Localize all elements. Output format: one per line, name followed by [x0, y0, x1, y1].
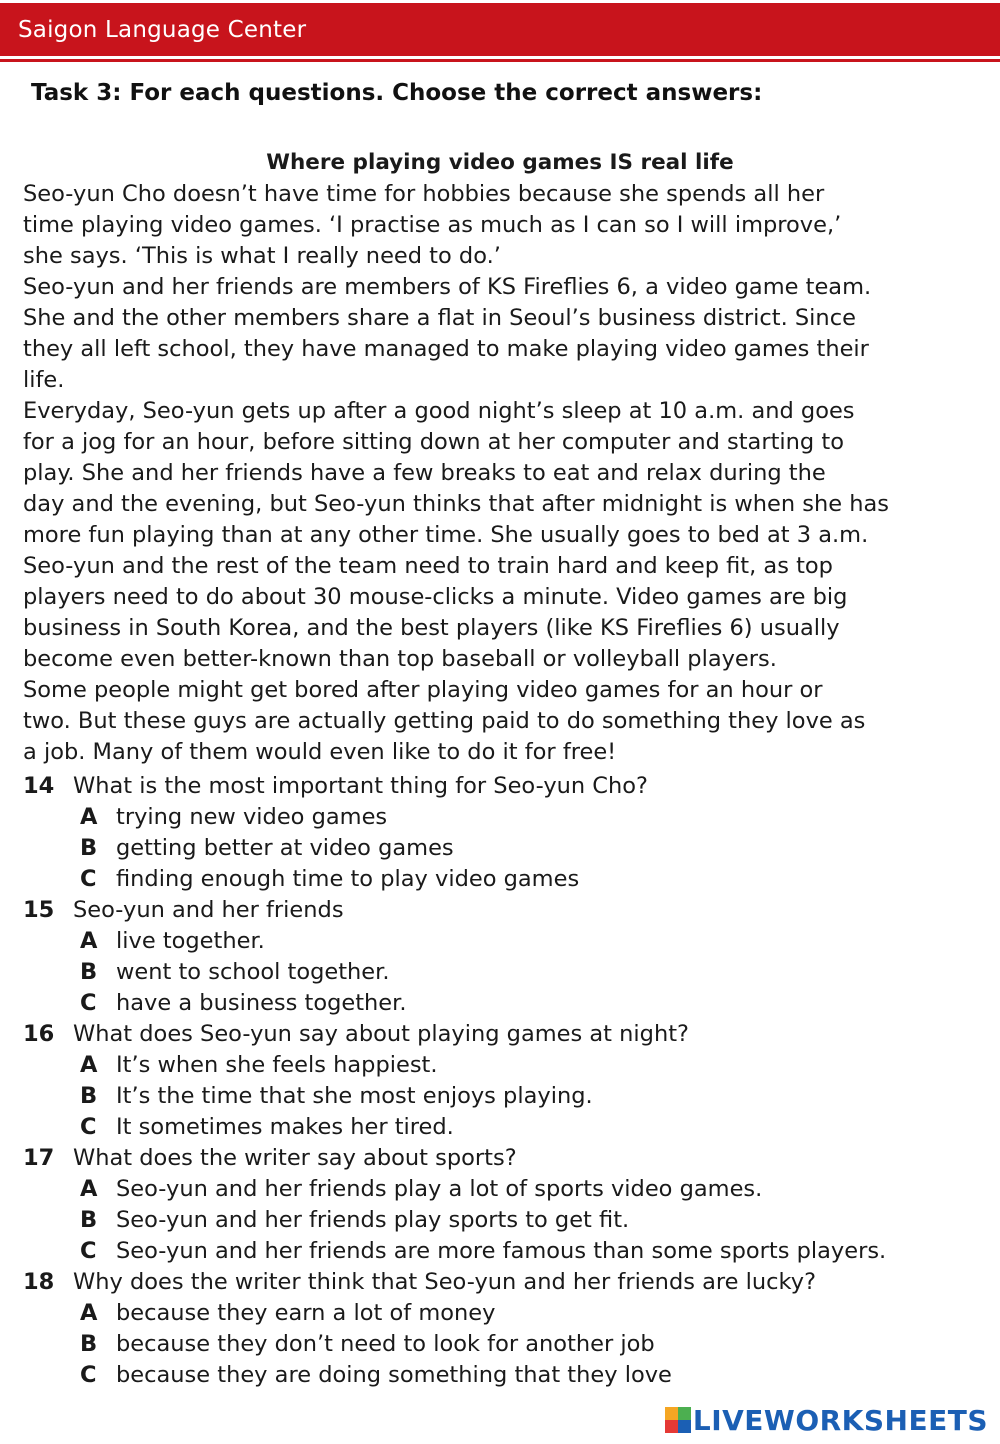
- answer-option[interactable]: [23, 1174, 988, 1205]
- option-text: getting better at video games: [116, 835, 454, 861]
- passage-line: they all left school, they have managed to make playing video games their: [23, 336, 869, 362]
- passage-line: she says. ‘This is what I really need to do.’: [23, 243, 501, 269]
- option-letter: B: [80, 1083, 98, 1109]
- option-letter: A: [80, 928, 98, 954]
- question-number: 14: [23, 773, 55, 799]
- answer-option[interactable]: [23, 802, 988, 833]
- passage-line: Seo-yun and the rest of the team need to train hard and keep fit, as top: [23, 553, 833, 579]
- option-letter: A: [80, 1176, 98, 1202]
- option-text: Seo-yun and her friends play sports to get fit.: [116, 1207, 630, 1233]
- option-letter: B: [80, 959, 98, 985]
- question-list: [23, 771, 988, 1391]
- question-14: [23, 771, 988, 802]
- question-text: Seo-yun and her friends: [73, 897, 344, 923]
- passage-line: two. But these guys are actually getting paid to do something they love as: [23, 708, 866, 734]
- answer-option[interactable]: [23, 1081, 988, 1112]
- answer-option[interactable]: [23, 1360, 988, 1391]
- question-number: 18: [23, 1269, 55, 1295]
- brand-text: LIVEWORKSHEETS: [692, 1403, 988, 1437]
- option-text: because they don’t need to look for another job: [116, 1331, 655, 1357]
- reading-passage: [23, 179, 983, 768]
- passage-line: Everyday, Seo-yun gets up after a good night’s sleep at 10 a.m. and goes: [23, 398, 855, 424]
- option-text: Seo-yun and her friends play a lot of sports video games.: [116, 1176, 763, 1202]
- question-text: What is the most important thing for Seo-yun Cho?: [73, 773, 648, 799]
- answer-option[interactable]: [23, 864, 988, 895]
- passage-line: more fun playing than at any other time. She usually goes to bed at 3 a.m.: [23, 522, 869, 548]
- passage-line: become even better-known than top baseball or volleyball players.: [23, 646, 777, 672]
- option-text: It sometimes makes her tired.: [116, 1114, 454, 1140]
- option-text: have a business together.: [116, 990, 407, 1016]
- answer-option[interactable]: [23, 957, 988, 988]
- option-letter: A: [80, 1300, 98, 1326]
- passage-line: life.: [23, 367, 65, 393]
- answer-option[interactable]: [23, 988, 988, 1019]
- center-name: Saigon Language Center: [18, 17, 307, 43]
- option-letter: C: [80, 1362, 97, 1388]
- answer-option[interactable]: [23, 1236, 988, 1267]
- question-15: [23, 895, 988, 926]
- option-letter: B: [80, 835, 98, 861]
- question-text: What does Seo-yun say about playing games at night?: [73, 1021, 689, 1047]
- option-letter: B: [80, 1331, 98, 1357]
- passage-line: business in South Korea, and the best players (like KS Fireflies 6) usually: [23, 615, 840, 641]
- option-text: It’s the time that she most enjoys playing.: [116, 1083, 593, 1109]
- passage-line: Seo-yun and her friends are members of KS Fireflies 6, a video game team.: [23, 274, 872, 300]
- question-16: [23, 1019, 988, 1050]
- header-band: [0, 3, 1000, 56]
- option-letter: C: [80, 866, 97, 892]
- option-letter: C: [80, 1238, 97, 1264]
- question-text: What does the writer say about sports?: [73, 1145, 517, 1171]
- question-17: [23, 1143, 988, 1174]
- task-heading: Task 3: For each questions. Choose the correct answers:: [31, 80, 763, 106]
- passage-line: a job. Many of them would even like to do it for free!: [23, 739, 617, 765]
- option-text: It’s when she feels happiest.: [116, 1052, 438, 1078]
- passage-line: Some people might get bored after playing video games for an hour or: [23, 677, 823, 703]
- passage-line: time playing video games. ‘I practise as much as I can so I will improve,’: [23, 212, 842, 238]
- answer-option[interactable]: [23, 1298, 988, 1329]
- option-letter: A: [80, 1052, 98, 1078]
- option-text: finding enough time to play video games: [116, 866, 580, 892]
- option-letter: C: [80, 990, 97, 1016]
- passage-line: Seo-yun Cho doesn’t have time for hobbies because she spends all her: [23, 181, 825, 207]
- passage-line: day and the evening, but Seo-yun thinks that after midnight is when she has: [23, 491, 889, 517]
- header-rule: [0, 59, 1000, 62]
- option-text: live together.: [116, 928, 265, 954]
- question-number: 15: [23, 897, 55, 923]
- answer-option[interactable]: [23, 926, 988, 957]
- option-text: because they are doing something that they love: [116, 1362, 672, 1388]
- answer-option[interactable]: [23, 1050, 988, 1081]
- answer-option[interactable]: [23, 833, 988, 864]
- liveworksheets-logo-icon: [665, 1407, 691, 1433]
- option-letter: B: [80, 1207, 98, 1233]
- article-title: Where playing video games IS real life: [266, 150, 734, 175]
- question-number: 17: [23, 1145, 55, 1171]
- passage-line: play. She and her friends have a few breaks to eat and relax during the: [23, 460, 826, 486]
- option-text: because they earn a lot of money: [116, 1300, 496, 1326]
- answer-option[interactable]: [23, 1329, 988, 1360]
- question-18: [23, 1267, 988, 1298]
- option-letter: C: [80, 1114, 97, 1140]
- option-letter: A: [80, 804, 98, 830]
- answer-option[interactable]: [23, 1205, 988, 1236]
- option-text: trying new video games: [116, 804, 388, 830]
- option-text: Seo-yun and her friends are more famous than some sports players.: [116, 1238, 887, 1264]
- question-text: Why does the writer think that Seo-yun and her friends are lucky?: [73, 1269, 817, 1295]
- answer-option[interactable]: [23, 1112, 988, 1143]
- question-number: 16: [23, 1021, 55, 1047]
- passage-line: players need to do about 30 mouse-clicks a minute. Video games are big: [23, 584, 848, 610]
- option-text: went to school together.: [116, 959, 390, 985]
- passage-line: She and the other members share a flat in Seoul’s business district. Since: [23, 305, 856, 331]
- passage-line: for a jog for an hour, before sitting down at her computer and starting to: [23, 429, 844, 455]
- liveworksheets-brand: [665, 1404, 988, 1436]
